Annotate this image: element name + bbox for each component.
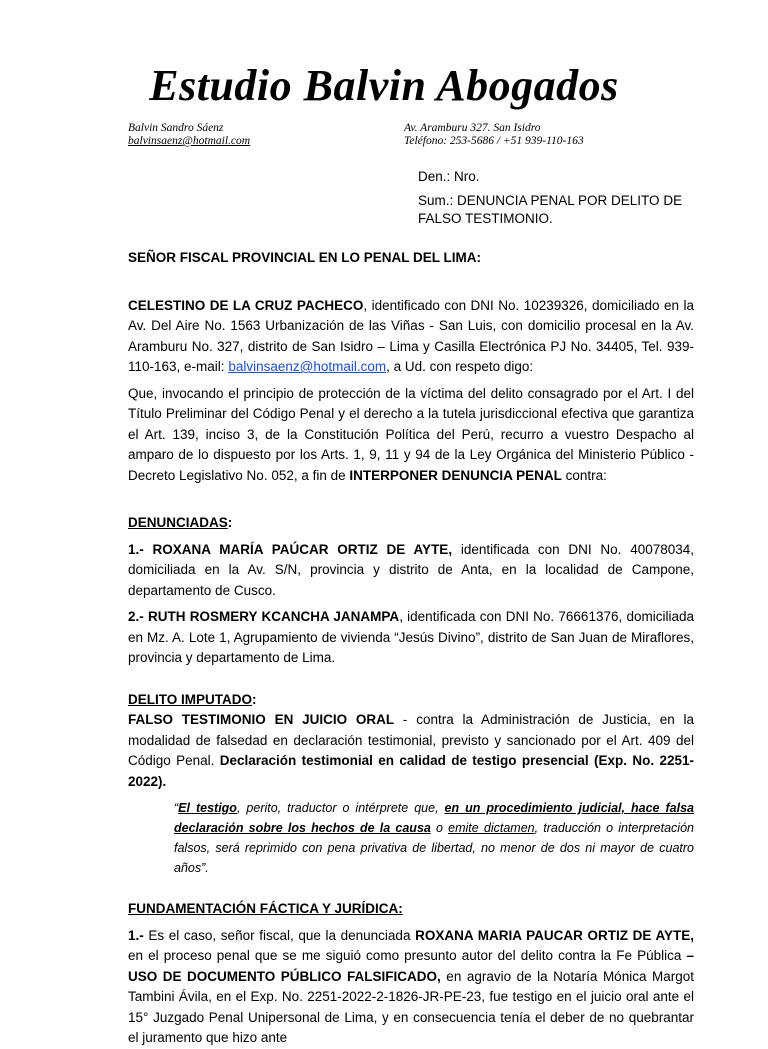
grounds-paragraph: 1.- Es el caso, señor fiscal, que la denunciada ROXANA MARIA PAUCAR ORTIZ DE AYTE, en el proceso penal que se me siguió como presunto autor del delito contra la Fe Pública – USO DE DOCUMENTO PÚBLICO FALSIFICADO, en agravio de la Notaría Mónica Margot Tambini Ávila, en el Exp. No. 2251-2022-2-1826-JR-PE-23, fue testigo en el juicio oral ante el 15° Juzgado Penal Unipersonal de Lima, y en consecuencia tenía el deber de no quebrantar el juramento que hizo ante: [128, 927, 694, 1045]
firm-title: Estudio Balvin Abogados: [149, 61, 619, 110]
intro-paragraph: CELESTINO DE LA CRUZ PACHECO, identificado con DNI No. 10239326, domiciliado en la Av. Del Aire No. 1563 Urbanización de las Viñas - San Luis, con domicilio procesal en la Av. Aramburu No. 327, distrito de San Isidro – Lima y Casilla Electrónica PJ No. 34405, Tel. 939-110-163, e-mail: balvinsaenz@hotmail.com, a Ud. con respeto digo:: [128, 297, 694, 374]
crime-paragraph: FALSO TESTIMONIO EN JUICIO ORAL - contra la Administración de Justicia, en la modalidad de falsedad en declaración testimonial, previsto y sancionado por el Art. 409 del Código Penal. Declaración testimonial en calidad de testigo presencial (Exp. No. 2251-2022).: [128, 712, 695, 789]
case-summary: [418, 168, 708, 234]
accused-item: 1.- ROXANA MARÍA PAÚCAR ORTIZ DE AYTE, identificada con DNI No. 40078034, domiciliada en la Av. S/N, provincia y distrito de Anta, en la localidad de Campone, departamento de Cusco.: [128, 541, 695, 598]
case-number: Den.: Nro.: [418, 169, 480, 184]
document-body: [128, 248, 694, 1049]
invocation-paragraph: Que, invocando el principio de protección de la víctima del delito consagrado por el Art. I del Título Preliminar del Código Penal y el derecho a la tutela jurisdiccional efectiva que garantiza el Art. 139, inciso 3, de la Constitución Política del Perú, recurro a vuestro Despacho al amparo de lo dispuesto por los Arts. 1, 9, 11 y 94 de la Ley Orgánica del Ministerio Público - Decreto Legislativo No. 052, a fin de INTERPONER DENUNCIA PENAL contra:: [128, 385, 694, 483]
lawyer-email-link[interactable]: balvinsaenz@hotmail.com: [128, 135, 251, 147]
office-address: Av. Aramburu 327. San Isidro: [404, 122, 541, 134]
office-contact-block: [404, 122, 584, 148]
legal-quote: “El testigo, perito, traductor o intérprete que, en un procedimiento judicial, hace falsa declaración sobre los hechos de la causa o emite dictamen, traducción o interpretación falsos, será reprimido con pena privativa de libertad, no menor de dos ni mayor de cuatro años”.: [174, 801, 694, 875]
complainant-name: CELESTINO DE LA CRUZ PACHECO: [128, 297, 364, 313]
accused-item: 2.- RUTH ROSMERY KCANCHA JANAMPA, identificada con DNI No. 76661376, domiciliada en Mz. A. Lote 1, Agrupamiento de vivienda “Jesús Divino”, distrito de San Juan de Miraflores, provincia y departamento de Lima.: [128, 609, 694, 665]
office-phone: Teléfono: 253-5686 / +51 939-110-163: [404, 135, 584, 147]
case-subject: Sum.: DENUNCIA PENAL POR DELITO DE FALSO TESTIMONIO.: [418, 193, 683, 226]
section-heading-fundamentacion: FUNDAMENTACIÓN FÁCTICA Y JURÍDICA:: [128, 901, 403, 916]
addressee: SEÑOR FISCAL PROVINCIAL EN LO PENAL DEL LIMA:: [128, 250, 482, 265]
section-heading-delito: DELITO IMPUTADO:: [128, 691, 257, 707]
lawyer-contact-block: [128, 122, 250, 148]
lawyer-name: Balvin Sandro Sáenz: [128, 122, 224, 134]
complainant-email-link[interactable]: balvinsaenz@hotmail.com: [228, 359, 387, 374]
section-heading-denunciadas: DENUNCIADAS:: [128, 515, 233, 530]
